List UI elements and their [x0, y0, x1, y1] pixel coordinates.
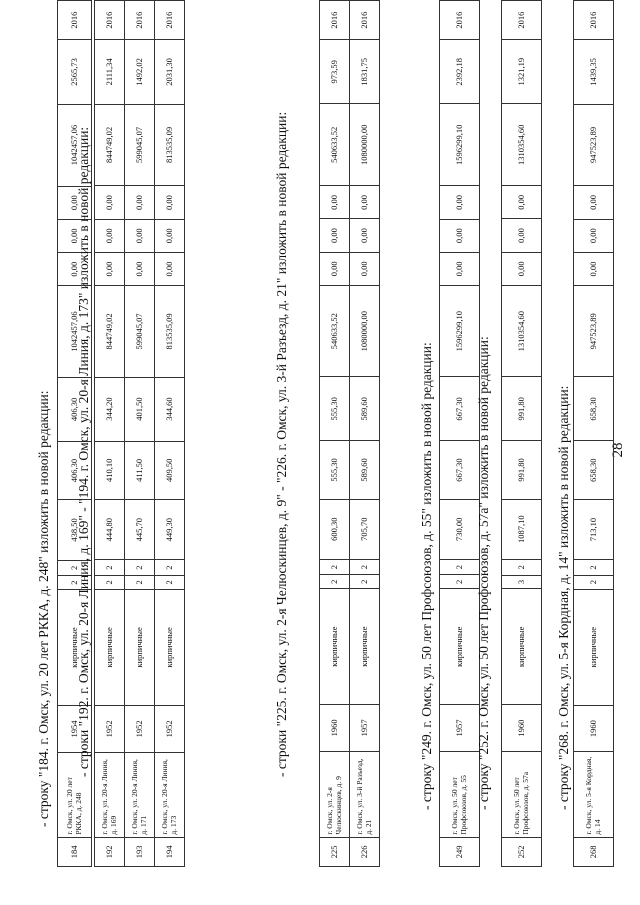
table-cell: 1087,10 — [502, 499, 542, 559]
table-cell: 540633,52 — [320, 285, 350, 376]
table-cell: 401,50 — [125, 377, 155, 441]
table-cell: 2 — [440, 575, 480, 589]
amendment-caption: - строку "268. г. Омск, ул. 5-я Кордная, д. 14" изложить в новой редакции: — [556, 385, 571, 810]
table-cell: 0,00 — [320, 219, 350, 252]
table-cell: 589,60 — [350, 377, 380, 441]
table-row — [502, 1, 542, 867]
table-cell: 3 — [502, 575, 542, 589]
table-cell: 0,00 — [350, 219, 380, 252]
table-cell: 1952 — [125, 705, 155, 752]
table-cell: 0,00 — [502, 252, 542, 285]
table-cell: 1957 — [350, 705, 380, 752]
address-cell: г. Омск, ул. 20 лет РККА, д. 248 — [58, 752, 92, 837]
table-cell: кирпичные — [320, 589, 350, 705]
table-cell: 0,00 — [95, 252, 125, 285]
table-cell: 2 — [350, 559, 380, 575]
table-cell: 406,30 — [58, 441, 92, 499]
table-cell: 2016 — [574, 1, 614, 40]
table-cell: 0,00 — [125, 219, 155, 252]
table-cell: 2 — [95, 560, 125, 576]
table-cell: 1960 — [574, 705, 614, 752]
table-cell: кирпичные — [125, 589, 155, 705]
table-cell: 705,70 — [350, 499, 380, 559]
table-row — [574, 1, 614, 867]
address-cell: г. Омск, ул. 20-я Линия, д. 169 — [95, 752, 125, 837]
table-cell: 0,00 — [155, 219, 185, 252]
table-cell: 1831,75 — [350, 40, 380, 104]
table-cell: 0,00 — [440, 252, 480, 285]
table-cell: 2016 — [125, 1, 155, 40]
table-cell: кирпичные — [502, 589, 542, 705]
table-cell: 2 — [320, 575, 350, 589]
amendment-table — [439, 0, 480, 867]
table-cell: 2392,18 — [440, 40, 480, 104]
address-cell: г. Омск, ул. 50 лет Профсоюзов, д. 57а — [502, 751, 542, 837]
table-cell: 268 — [574, 837, 614, 866]
table-cell: 2016 — [155, 1, 185, 40]
table-cell: 2111,34 — [95, 40, 125, 104]
table-cell: 0,00 — [58, 186, 92, 219]
table-cell: кирпичные — [350, 589, 380, 705]
table-row — [440, 1, 480, 867]
table-cell: 991,80 — [502, 441, 542, 499]
table-cell: 973,59 — [320, 40, 350, 104]
table-row — [320, 1, 350, 867]
table-cell: 0,00 — [58, 253, 92, 286]
table-cell: 555,30 — [320, 441, 350, 499]
address-cell: г. Омск, ул. 50 лет Профсоюзов, д. 55 — [440, 751, 480, 837]
table-cell: 599045,07 — [125, 104, 155, 186]
table-cell: 947523,89 — [574, 286, 614, 377]
table-cell: 1954 — [58, 706, 92, 753]
table-cell: 1321,19 — [502, 40, 542, 104]
table-cell: 0,00 — [350, 186, 380, 219]
table-cell: кирпичные — [440, 589, 480, 705]
table-cell: 444,80 — [95, 500, 125, 560]
table-cell: 249 — [440, 837, 480, 866]
table-cell: 2 — [574, 560, 614, 576]
table-cell: 658,30 — [574, 377, 614, 441]
table-cell: 2 — [155, 576, 185, 590]
table-cell: 1960 — [320, 705, 350, 752]
table-cell: кирпичные — [95, 589, 125, 705]
table-cell: 1957 — [440, 705, 480, 752]
table-cell: 1042457,06 — [58, 286, 92, 378]
table-cell: 667,30 — [440, 441, 480, 499]
table-cell: 947523,89 — [574, 104, 614, 186]
table-cell: 0,00 — [125, 252, 155, 285]
table-cell: 2 — [125, 560, 155, 576]
table-cell: 2016 — [440, 1, 480, 40]
table-cell: 1080000,00 — [350, 285, 380, 376]
table-cell: 192 — [95, 837, 125, 866]
table-cell: 844749,02 — [95, 104, 125, 186]
address-cell: г. Омск, ул. 3-й Разъезд, д. 21 — [350, 751, 380, 837]
address-cell: г. Омск, ул. 5-я Кордная, д. 14 — [574, 752, 614, 837]
amendment-table — [573, 0, 614, 867]
table-cell: 194 — [155, 837, 185, 866]
table-row — [125, 1, 155, 867]
table-cell: 184 — [58, 837, 92, 866]
amendment-caption: - строку "252. г. Омск, ул. 50 лет Профсоюзов, д. 57а" изложить в новой редакции: — [476, 336, 491, 810]
table-row — [155, 1, 185, 867]
table-cell: 2 — [125, 576, 155, 590]
table-cell: 2016 — [95, 1, 125, 40]
table-cell: 2 — [574, 575, 614, 589]
amendment-table — [319, 0, 380, 867]
table-cell: 2 — [155, 560, 185, 576]
table-cell: кирпичные — [58, 589, 92, 705]
table-cell: 410,10 — [95, 441, 125, 499]
table-cell: 1492,02 — [125, 40, 155, 104]
page-number: 28 — [610, 442, 626, 458]
table-cell: 0,00 — [320, 252, 350, 285]
table-cell: 540633,52 — [320, 104, 350, 186]
table-cell: 555,30 — [320, 377, 350, 441]
table-cell: 0,00 — [574, 186, 614, 219]
table-cell: 0,00 — [320, 186, 350, 219]
table-cell: 252 — [502, 837, 542, 866]
table-cell: 0,00 — [574, 219, 614, 252]
table-cell: 438,50 — [58, 500, 92, 560]
table-cell: 1952 — [95, 705, 125, 752]
table-cell: кирпичные — [155, 589, 185, 705]
table-cell: 406,30 — [58, 377, 92, 441]
address-cell: г. Омск, ул. 20-я Линия, д. 173 — [155, 752, 185, 837]
table-cell: 658,30 — [574, 441, 614, 499]
table-cell: 2016 — [502, 1, 542, 40]
table-cell: 2 — [502, 559, 542, 575]
table-cell: 0,00 — [95, 219, 125, 252]
table-cell: 844749,02 — [95, 286, 125, 377]
amendment-caption: - строки "225. г. Омск, ул. 2-я Челюскинцев, д. 9" - "226. г. Омск, ул. 3-й Разъезд, д. 21" изложить в новой редакции: — [274, 111, 289, 777]
table-cell: 445,70 — [125, 500, 155, 560]
table-cell: 2565,73 — [58, 40, 92, 104]
table-cell: 1080000,00 — [350, 104, 380, 186]
table-cell: 411,50 — [125, 441, 155, 499]
table-cell: 813535,09 — [155, 286, 185, 377]
amendment-table — [501, 0, 542, 867]
table-cell: 0,00 — [502, 219, 542, 252]
table-cell: 449,30 — [155, 500, 185, 560]
table-cell: 0,00 — [95, 186, 125, 219]
table-cell: 730,00 — [440, 499, 480, 559]
table-cell: 2016 — [350, 1, 380, 40]
address-cell: г. Омск, ул. 20-я Линия, д. 171 — [125, 752, 155, 837]
amendment-caption: - строки "192. г. Омск, ул. 20-я Линия, д. 169" - "194. г. Омск, ул. 20-я Линия, д. 173" изложить в новой редакции: — [76, 126, 91, 777]
table-cell: 0,00 — [125, 186, 155, 219]
table-cell: 1952 — [155, 705, 185, 752]
table-cell: 2016 — [320, 1, 350, 40]
table-cell: 0,00 — [502, 186, 542, 219]
table-cell: 344,20 — [95, 377, 125, 441]
amendment-table — [94, 0, 185, 867]
table-cell: 0,00 — [155, 186, 185, 219]
table-cell: кирпичные — [574, 589, 614, 705]
table-cell: 2031,30 — [155, 40, 185, 104]
table-cell: 2016 — [58, 1, 92, 40]
table-cell: 0,00 — [440, 186, 480, 219]
table-cell: 193 — [125, 837, 155, 866]
table-cell: 2 — [320, 559, 350, 575]
amendment-caption: - строку "184. г. Омск, ул. 20 лет РККА, д. 248" изложить в новой редакции: — [36, 390, 51, 827]
table-cell: 600,30 — [320, 499, 350, 559]
table-cell: 1310354,60 — [502, 285, 542, 376]
table-cell: 667,30 — [440, 377, 480, 441]
table-row — [350, 1, 380, 867]
table-cell: 0,00 — [350, 252, 380, 285]
table-cell: 2 — [58, 576, 92, 590]
table-cell: 2 — [58, 560, 92, 576]
table-cell: 225 — [320, 837, 350, 866]
table-cell: 2 — [440, 559, 480, 575]
table-cell: 1596299,10 — [440, 104, 480, 186]
amendment-caption: - строку "249. г. Омск, ул. 50 лет Профсоюзов, д. 55" изложить в новой редакции: — [419, 342, 434, 810]
table-cell: 2 — [350, 575, 380, 589]
table-cell: 1960 — [502, 705, 542, 752]
address-cell: г. Омск, ул. 2-я Челюскинцев, д. 9 — [320, 751, 350, 837]
table-cell: 599045,07 — [125, 286, 155, 377]
table-cell: 2 — [95, 576, 125, 590]
table-cell: 1310354,60 — [502, 104, 542, 186]
table-cell: 0,00 — [440, 219, 480, 252]
table-cell: 226 — [350, 837, 380, 866]
table-cell: 0,00 — [58, 219, 92, 252]
table-cell: 0,00 — [155, 252, 185, 285]
table-row — [95, 1, 125, 867]
table-cell: 813535,09 — [155, 104, 185, 186]
table-cell: 713,10 — [574, 499, 614, 559]
table-cell: 1042457,06 — [58, 104, 92, 186]
table-cell: 589,60 — [350, 441, 380, 499]
table-cell: 0,00 — [574, 252, 614, 285]
table-cell: 409,50 — [155, 441, 185, 499]
table-cell: 1439,35 — [574, 40, 614, 104]
table-cell: 991,80 — [502, 377, 542, 441]
table-cell: 1596299,10 — [440, 286, 480, 377]
table-cell: 344,60 — [155, 377, 185, 441]
